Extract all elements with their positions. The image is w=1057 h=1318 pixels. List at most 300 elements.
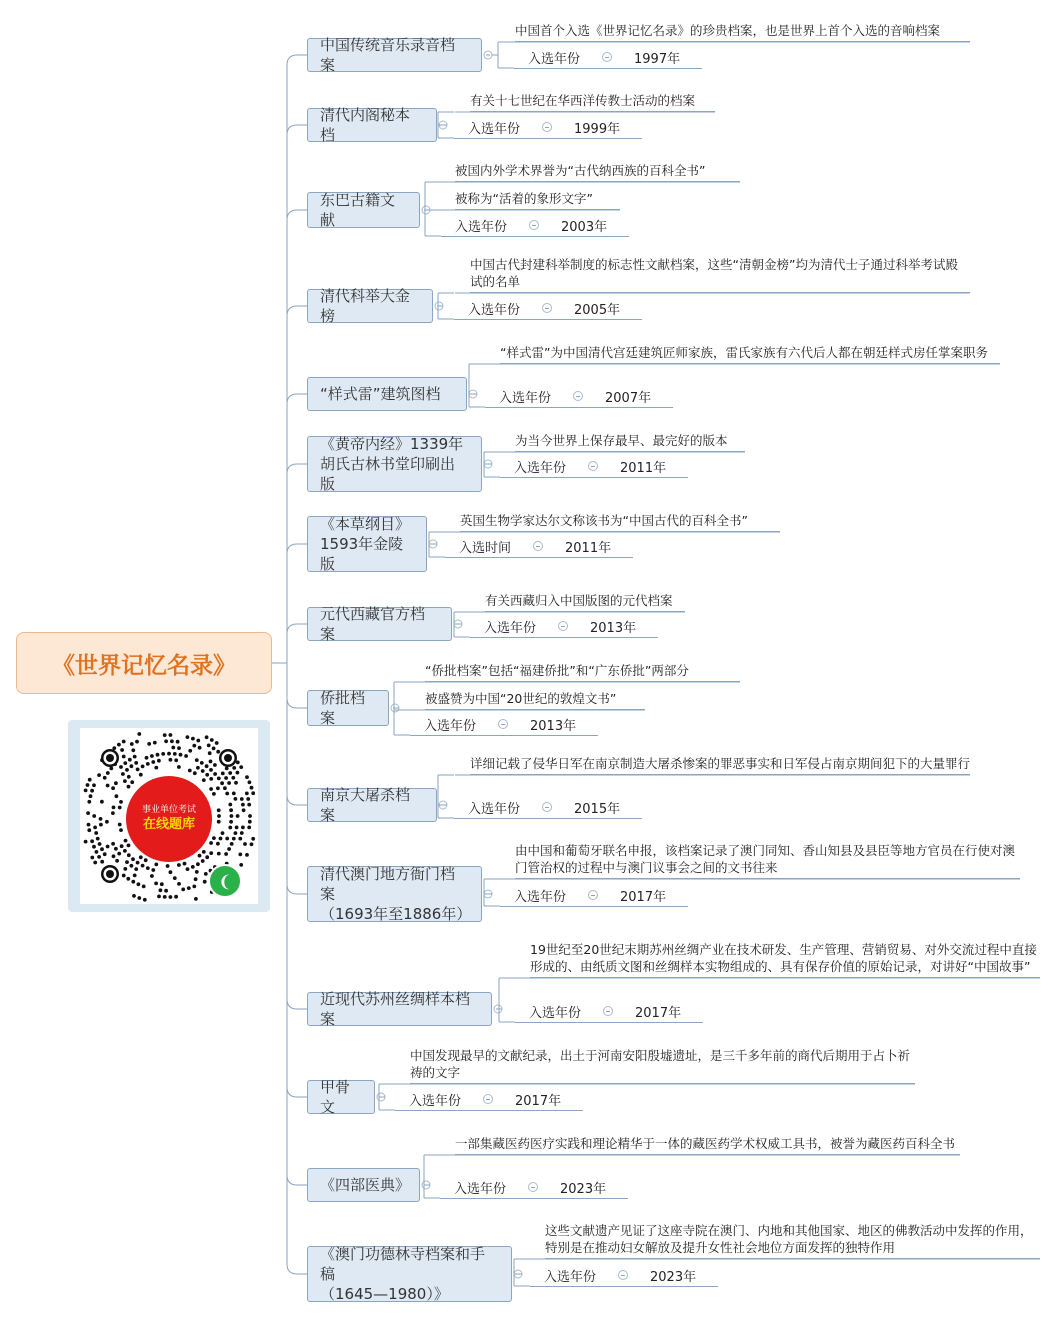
qr-dot — [136, 768, 140, 772]
topic-node[interactable] — [307, 690, 389, 726]
qr-dot — [103, 852, 107, 856]
year-key: 入选年份 — [484, 620, 537, 636]
qr-dot — [217, 852, 221, 856]
qr-dot — [90, 789, 94, 793]
qr-dot — [167, 752, 171, 756]
minus-circle-icon[interactable] — [542, 122, 552, 132]
qr-dot — [92, 783, 96, 787]
qr-dot — [109, 767, 113, 771]
qr-dot — [87, 800, 91, 804]
topic-note: 有关西藏归入中国版图的元代档案 — [485, 592, 685, 612]
minus-circle-icon[interactable] — [498, 719, 508, 729]
year-key: 入选时间 — [459, 540, 512, 556]
qr-dot — [84, 789, 88, 793]
year-value: 2017年 — [635, 1005, 682, 1021]
year-row[interactable] — [500, 884, 688, 907]
qr-dot — [164, 739, 168, 743]
year-value: 2011年 — [620, 460, 667, 476]
qr-dot — [176, 740, 180, 744]
qr-dot — [96, 837, 100, 841]
year-value: 2007年 — [605, 390, 652, 406]
topic-note: 这些文献遗产见证了这座寺院在澳门、内地和其他国家、地区的佛教活动中发挥的作用，特别是在推动妇女解放及提升女性社会地位方面发挥的独特作用 — [545, 1222, 1040, 1259]
qr-dot — [177, 863, 181, 867]
qr-dot — [184, 754, 188, 758]
year-key: 入选年份 — [529, 1005, 582, 1021]
qr-dot — [200, 761, 204, 765]
qr-dot — [135, 740, 139, 744]
minus-circle-icon[interactable] — [558, 621, 568, 631]
qr-dot — [145, 756, 149, 760]
topic-label: 近现代苏州丝绸样本档案 — [320, 990, 471, 1028]
qr-dot — [134, 867, 138, 871]
qr-dot — [131, 857, 135, 861]
qr-dot — [88, 778, 92, 782]
qr-dot — [245, 792, 249, 796]
qr-dot — [127, 844, 131, 848]
qr-dot — [169, 758, 173, 762]
qr-dot — [228, 771, 232, 775]
qr-dot — [201, 859, 205, 863]
year-row[interactable] — [514, 46, 702, 69]
qr-dot — [188, 749, 192, 753]
qr-dot — [203, 880, 207, 884]
qr-dot — [236, 761, 240, 765]
qr-dot — [238, 837, 242, 841]
topic-note: 为当今世界上保存最早、最完好的版本 — [515, 432, 745, 452]
minus-circle-icon[interactable] — [533, 541, 543, 551]
qr-dot — [194, 897, 198, 901]
connector-curve — [287, 210, 307, 663]
topic-note: 由中国和葡萄牙联名申报，该档案记录了澳门同知、香山知县及县臣等地方官员在行使对澳门管治权的过程中与澳门议事会之间的文书往来 — [515, 842, 1020, 879]
qr-dot — [245, 853, 249, 857]
qr-dot — [201, 769, 205, 773]
topic-node[interactable] — [307, 289, 433, 323]
qr-dot — [228, 803, 232, 807]
qr-dot — [212, 836, 216, 840]
year-row[interactable] — [410, 713, 598, 736]
qr-dot — [120, 748, 124, 752]
qr-dot — [119, 800, 123, 804]
topic-note: 有关十七世纪在华西洋传教士活动的档案 — [470, 92, 715, 112]
qr-dot — [100, 800, 104, 804]
qr-dot — [220, 781, 224, 785]
qr-dot — [196, 739, 200, 743]
topic-node[interactable] — [307, 436, 482, 492]
year-row[interactable] — [515, 1000, 703, 1023]
connector-curve — [287, 55, 307, 663]
qr-dot — [174, 758, 178, 762]
qr-dot — [230, 814, 234, 818]
connector-curve — [287, 394, 307, 663]
qr-dot — [205, 855, 209, 859]
topic-note: 英国生物学家达尔文称该书为“中国古代的百科全书” — [460, 512, 780, 532]
topic-note: 中国古代封建科举制度的标志性文献档案，这些“清朝金榜”均为清代士子通过科举考试殿试的名单 — [470, 256, 970, 293]
year-key: 入选年份 — [468, 801, 521, 817]
qr-dot — [229, 808, 233, 812]
qr-dot — [157, 895, 161, 899]
qr-dot — [130, 764, 134, 768]
year-row[interactable] — [485, 385, 673, 408]
year-value: 1999年 — [574, 121, 621, 137]
topic-label: 清代科举大金榜 — [320, 287, 411, 325]
qr-dot — [202, 778, 206, 782]
qr-dot — [205, 773, 209, 777]
qr-dot — [111, 842, 115, 846]
year-row[interactable] — [454, 297, 642, 320]
qr-dot — [89, 794, 93, 798]
qr-dot — [139, 855, 143, 859]
qr-dot — [177, 882, 181, 886]
connector-curve — [287, 464, 307, 663]
qr-dot — [251, 837, 255, 841]
qr-dot — [195, 870, 199, 874]
qr-dot — [160, 882, 164, 886]
qr-dot — [125, 768, 129, 772]
year-value: 2003年 — [561, 219, 608, 235]
topic-note: “样式雷”为中国清代宫廷建筑匠师家族，雷氏家族有六代后人都在朝廷样式房任掌案职务 — [500, 344, 1000, 364]
qr-dot — [225, 837, 229, 841]
qr-dot — [202, 850, 206, 854]
year-value: 2023年 — [650, 1269, 697, 1285]
qr-dot — [217, 814, 221, 818]
qr-dot — [248, 780, 252, 784]
qr-dot — [114, 847, 118, 851]
qr-dot — [90, 839, 94, 843]
qr-dot — [115, 794, 119, 798]
year-key: 入选年份 — [514, 889, 567, 905]
qr-line1: 事业单位考试 — [141, 805, 196, 815]
qr-dot — [248, 820, 252, 824]
topic-node[interactable] — [307, 992, 492, 1026]
year-key: 入选年份 — [544, 1269, 597, 1285]
topic-node[interactable] — [307, 516, 427, 572]
topic-node[interactable] — [307, 377, 467, 411]
qr-dot — [243, 842, 247, 846]
qr-dot — [112, 746, 116, 750]
topic-label: 《四部医典》 — [320, 1176, 411, 1194]
connector-curve — [287, 544, 307, 663]
qr-dot — [144, 858, 148, 862]
topic-note: 被国内外学术界誉为“古代纳西族的百科全书” — [455, 162, 740, 182]
qr-dot — [122, 874, 126, 878]
qr-dot — [112, 806, 116, 810]
qr-dot — [87, 828, 91, 832]
qr-dot — [227, 847, 231, 851]
qr-dot — [105, 820, 109, 824]
qr-dot — [227, 781, 231, 785]
qr-dot — [192, 885, 196, 889]
qr-dot — [106, 771, 110, 775]
qr-dot — [239, 765, 243, 769]
qr-dot — [84, 840, 88, 844]
qr-dot — [177, 746, 181, 750]
year-value: 2013年 — [530, 718, 577, 734]
qr-dot — [99, 823, 103, 827]
qr-dot — [97, 855, 101, 859]
qr-dot — [131, 880, 135, 884]
connector-curve — [287, 663, 307, 1185]
topic-label: 清代澳门地方衙门档案 （1693年至1886年） — [320, 865, 472, 923]
topic-node[interactable] — [307, 108, 437, 142]
topic-label: 清代内阁秘本档 — [320, 106, 411, 144]
year-value: 2013年 — [590, 620, 637, 636]
topic-node[interactable] — [307, 192, 420, 228]
qr-dot — [234, 781, 238, 785]
year-key: 入选年份 — [468, 121, 521, 137]
topic-node[interactable] — [307, 38, 482, 72]
qr-dot — [196, 766, 200, 770]
qr-dot — [142, 885, 146, 889]
qr-dot — [217, 820, 221, 824]
qr-dot — [247, 826, 251, 830]
qr-dot — [121, 772, 125, 776]
year-row[interactable] — [441, 214, 629, 237]
year-value: 2023年 — [560, 1181, 607, 1197]
qr-dot — [217, 777, 221, 781]
qr-dot — [118, 806, 122, 810]
topic-note: 被称为“活着的象形文字” — [455, 190, 620, 210]
year-row[interactable] — [440, 1176, 628, 1199]
qr-dot — [86, 783, 90, 787]
qr-code-card — [68, 720, 270, 912]
connector-curve — [287, 663, 307, 1009]
topic-node[interactable] — [307, 1080, 375, 1114]
qr-dot — [205, 735, 209, 739]
year-key: 入选年份 — [499, 390, 552, 406]
qr-dot — [118, 823, 122, 827]
year-row[interactable] — [530, 1264, 718, 1287]
qr-dot — [166, 864, 170, 868]
qr-dot — [125, 860, 129, 864]
qr-dot — [216, 786, 220, 790]
topic-label: “样式雷”建筑图档 — [320, 385, 441, 403]
qr-dot — [106, 784, 110, 788]
qr-dot — [132, 894, 136, 898]
qr-dot — [146, 866, 150, 870]
qr-dot — [95, 850, 99, 854]
year-row[interactable] — [454, 796, 642, 819]
qr-dot — [224, 776, 228, 780]
qr-dot — [115, 859, 119, 863]
qr-dot — [151, 760, 155, 764]
qr-dot — [224, 852, 228, 856]
qr-dot — [171, 746, 175, 750]
qr-dot — [210, 738, 214, 742]
qr-dot — [164, 889, 168, 893]
qr-dot — [169, 870, 173, 874]
qr-dot — [181, 888, 185, 892]
qr-dot — [143, 898, 147, 902]
qr-dot — [215, 741, 219, 745]
topic-node[interactable] — [307, 1246, 512, 1302]
qr-dot — [251, 791, 255, 795]
qr-dot — [147, 742, 151, 746]
qr-dot — [232, 837, 236, 841]
qr-dot — [221, 831, 225, 835]
qr-dot — [117, 852, 121, 856]
qr-dot — [111, 786, 115, 790]
topic-node[interactable] — [307, 607, 452, 641]
year-row[interactable] — [470, 615, 658, 638]
topic-node[interactable] — [307, 866, 482, 922]
qr-dot — [230, 842, 234, 846]
qr-dot — [122, 755, 126, 759]
topic-label: 《黄帝内经》1339年 胡氏古林书堂印刷出版 — [320, 435, 464, 493]
qr-dot — [137, 732, 141, 736]
qr-dot — [127, 853, 131, 857]
qr-dot — [241, 826, 245, 830]
qr-line2: 在线题库 — [142, 817, 195, 832]
mini-program-icon: ❨ — [208, 864, 242, 898]
qr-code-image — [80, 728, 258, 904]
minus-circle-icon[interactable] — [588, 890, 598, 900]
qr-dot — [157, 759, 161, 763]
year-row[interactable] — [454, 116, 642, 139]
qr-dot — [196, 862, 200, 866]
year-key: 入选年份 — [455, 219, 508, 235]
qr-dot — [229, 820, 233, 824]
year-key: 入选年份 — [424, 718, 477, 734]
qr-dot — [179, 753, 183, 757]
qr-dot — [123, 849, 127, 853]
topic-node[interactable] — [307, 1168, 420, 1202]
qr-dot — [153, 741, 157, 745]
qr-dot — [191, 737, 195, 741]
qr-dot — [195, 758, 199, 762]
connector-curve — [287, 663, 307, 805]
qr-dot — [106, 845, 110, 849]
minus-circle-icon[interactable] — [542, 303, 552, 313]
qr-dot — [173, 752, 177, 756]
topic-label: 甲骨文 — [320, 1078, 351, 1116]
qr-dot — [92, 845, 96, 849]
qr-dot — [97, 773, 101, 777]
qr-dot — [198, 746, 202, 750]
qr-dot — [209, 787, 213, 791]
qr-dot — [163, 895, 167, 899]
qr-dot — [192, 744, 196, 748]
minus-circle-icon[interactable] — [483, 1094, 493, 1104]
qr-dot — [123, 761, 127, 765]
qr-dot — [117, 743, 121, 747]
qr-dot — [248, 814, 252, 818]
qr-dot — [99, 817, 103, 821]
qr-dot — [209, 760, 213, 764]
minus-circle-icon[interactable] — [542, 802, 552, 812]
qr-dot — [123, 779, 127, 783]
minus-circle-icon[interactable] — [603, 1006, 613, 1016]
topic-label: 侨批档案 — [320, 689, 366, 727]
qr-dot — [146, 762, 150, 766]
minus-circle-icon[interactable] — [529, 220, 539, 230]
topic-label: 《本草纲目》 1593年金陵版 — [320, 515, 411, 573]
year-key: 入选年份 — [528, 51, 581, 67]
topic-label: 中国传统音乐录音档案 — [320, 36, 456, 74]
minus-circle-icon[interactable] — [573, 391, 583, 401]
qr-dot — [156, 753, 160, 757]
qr-dot — [141, 765, 145, 769]
qr-dot — [216, 750, 220, 754]
qr-dot — [209, 777, 213, 781]
year-row[interactable] — [500, 455, 688, 478]
topic-label: 南京大屠杀档案 — [320, 786, 411, 824]
qr-dot — [212, 747, 216, 751]
connector-curve — [287, 663, 307, 1097]
topic-note: “侨批档案”包括“福建侨批”和“广东侨批”两部分 — [425, 662, 740, 682]
qr-dot — [169, 895, 173, 899]
minus-circle-icon[interactable] — [588, 461, 598, 471]
year-row[interactable] — [445, 535, 633, 558]
year-value: 2015年 — [574, 801, 621, 817]
qr-dot — [250, 786, 254, 790]
qr-dot — [93, 826, 97, 830]
qr-dot — [128, 758, 132, 762]
qr-dot — [193, 771, 197, 775]
qr-dot — [174, 895, 178, 899]
qr-dot — [186, 735, 190, 739]
qr-dot — [245, 775, 249, 779]
qr-dot — [217, 808, 221, 812]
year-row[interactable] — [395, 1088, 583, 1111]
qr-dot — [188, 769, 192, 773]
qr-dot — [119, 828, 123, 832]
qr-dot — [150, 874, 154, 878]
topic-node[interactable] — [307, 788, 437, 822]
minus-circle-icon[interactable] — [618, 1270, 628, 1280]
qr-dot — [212, 792, 216, 796]
year-value: 2005年 — [574, 302, 621, 318]
qr-dot — [111, 811, 115, 815]
topic-label: 《澳门功德林寺档案和手稿 （1645—1980）》 — [320, 1245, 486, 1303]
year-value: 2011年 — [565, 540, 612, 556]
connector-curve — [287, 624, 307, 663]
topic-note: 详细记载了侵华日军在南京制造大屠杀惨案的罪恶事实和日军侵占南京期间犯下的大量罪行 — [470, 755, 970, 775]
qr-dot — [159, 888, 163, 892]
root-topic[interactable] — [16, 632, 272, 694]
year-key: 入选年份 — [409, 1093, 462, 1109]
qr-dot — [170, 739, 174, 743]
qr-finder — [106, 754, 114, 762]
qr-dot — [130, 780, 134, 784]
qr-dot — [126, 877, 130, 881]
qr-dot — [93, 861, 97, 865]
qr-dot — [98, 842, 102, 846]
qr-dot — [232, 766, 236, 770]
qr-dot — [238, 853, 242, 857]
topic-label: 元代西藏官方档案 — [320, 605, 426, 643]
qr-dot — [131, 748, 135, 752]
qr-dot — [100, 860, 104, 864]
qr-dot — [100, 847, 104, 851]
qr-dot — [94, 831, 98, 835]
year-key: 入选年份 — [454, 1181, 507, 1197]
qr-dot — [130, 742, 134, 746]
qr-dot — [209, 851, 213, 855]
qr-dot — [236, 814, 240, 818]
minus-circle-icon[interactable] — [528, 1182, 538, 1192]
topic-note: 一部集藏医药医疗实践和理论精华于一体的藏医药学术权威工具书，被誉为藏医药百科全书 — [455, 1135, 960, 1155]
qr-dot — [231, 776, 235, 780]
minus-circle-icon[interactable] — [602, 52, 612, 62]
qr-dot — [90, 856, 94, 860]
qr-dot — [209, 768, 213, 772]
qr-dot — [236, 771, 240, 775]
qr-dot — [205, 764, 209, 768]
qr-dot — [150, 754, 154, 758]
qr-dot — [208, 751, 212, 755]
connector-curve — [287, 663, 307, 708]
qr-dot — [204, 872, 208, 876]
